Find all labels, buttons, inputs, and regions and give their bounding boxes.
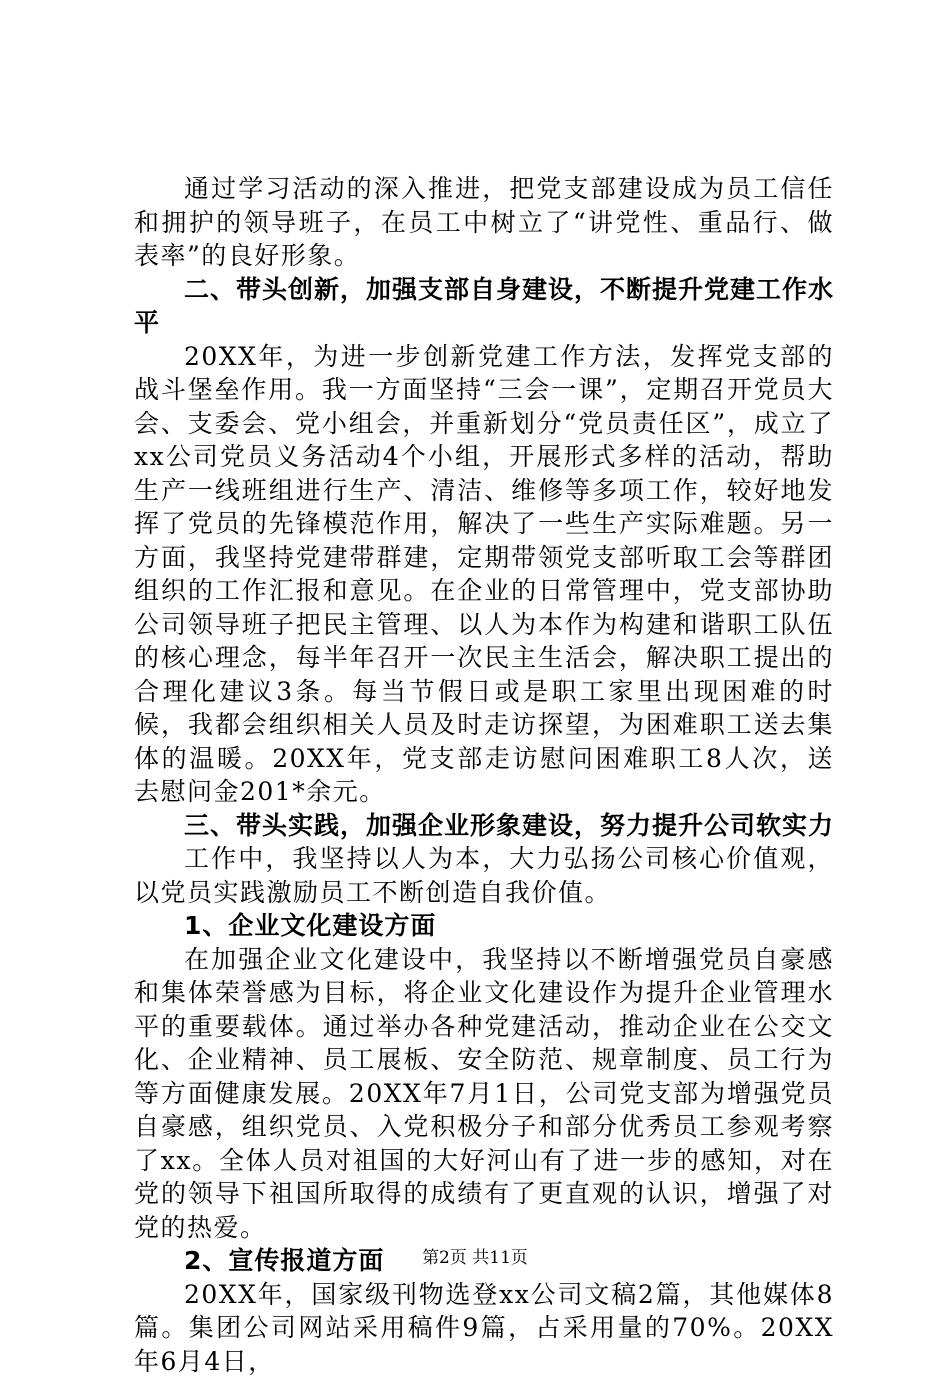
subheading-culture: 1、企业文化建设方面 (134, 909, 834, 943)
subheading-publicity: 2、宣传报道方面 (134, 1244, 834, 1278)
paragraph-culture: 在加强企业文化建设中，我坚持以不断增强党员自豪感和集体荣誉感为目标，将企业文化建设作为提升企业管理水平的重要载体。通过举办各种党建活动，推动企业在公交文化、企业精神、员工展板、安全防范、规章制度、员工行为等方面健康发展。20XX年7月1日，公司党支部为增强党员自豪感，组织党员、入党积极分子和部分优秀员工参观考察了xx。全体人员对祖国的大好河山有了进一步的感知，对在党的领导下祖国所取得的成绩有了更直观的认识，增强了对党的热爱。 (134, 943, 834, 1245)
paragraph-section-3: 工作中，我坚持以人为本，大力弘扬公司核心价值观，以党员实践激励员工不断创造自我价值。 (134, 842, 834, 909)
paragraph-section-2: 20XX年，为进一步创新党建工作方法，发挥党支部的战斗堡垒作用。我一方面坚持“三会一课”，定期召开党员大会、支委会、党小组会，并重新划分“党员责任区”，成立了xx公司党员义务活动4个小组，开展形式多样的活动，帮助生产一线班组进行生产、清洁、维修等多项工作，较好地发挥了党员的先锋模范作用，解决了一些生产实际难题。另一方面，我坚持党建带群建，定期带领党支部听取工会等群团组织的工作汇报和意见。在企业的日常管理中，党支部协助公司领导班子把民主管理、以人为本作为构建和谐职工队伍的核心理念，每半年召开一次民主生活会，解决职工提出的合理化建议3条。每当节假日或是职工家里出现困难的时候，我都会组织相关人员及时走访探望，为困难职工送去集体的温暖。20XX年，党支部走访慰问困难职工8人次，送去慰问金201*余元。 (134, 340, 834, 809)
paragraph-intro: 通过学习活动的深入推进，把党支部建设成为员工信任和拥护的领导班子，在员工中树立了“讲党性、重品行、做表率”的良好形象。 (134, 172, 834, 273)
page-number: 第2页 共11页 (422, 1248, 528, 1268)
document-body (134, 172, 834, 1378)
page-footer (0, 1243, 950, 1268)
section-heading-2: 二、带头创新，加强支部自身建设，不断提升党建工作水平 (134, 273, 834, 340)
paragraph-publicity: 20XX年，国家级刊物选登xx公司文稿2篇，其他媒体8篇。集团公司网站采用稿件9篇，占采用量的70%。20XX年6月4日， (134, 1278, 834, 1378)
section-heading-3: 三、带头实践，加强企业形象建设，努力提升公司软实力 (134, 809, 834, 843)
